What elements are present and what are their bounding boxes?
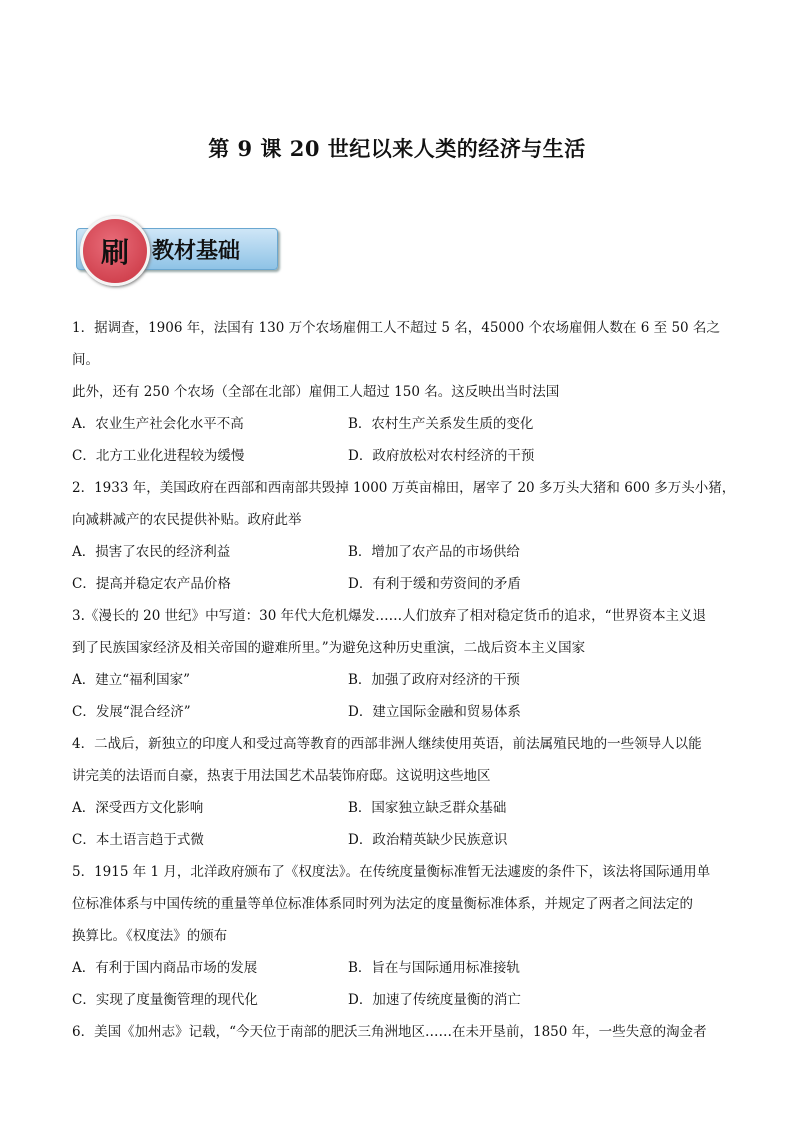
answer-option: D．建立国际金融和贸易体系: [348, 704, 521, 720]
answer-option: A．有利于国内商品市场的发展: [72, 960, 258, 976]
option-grid: [72, 408, 736, 472]
question-stem-line: 2．1933 年，美国政府在西部和西南部共毁掉 1000 万英亩棉田，屠宰了 20 多万头大猪和 600 多万头小猪，: [72, 480, 736, 496]
answer-option: C．北方工业化进程较为缓慢: [72, 448, 245, 464]
question-2: [72, 472, 736, 600]
banner-badge: 刷: [80, 216, 150, 286]
question-stem-line: 讲完美的法语而自豪，热衷于用法国艺术品装饰府邸。这说明这些地区: [72, 768, 491, 784]
option-grid: [72, 536, 736, 600]
option-grid: [72, 952, 736, 1016]
question-stem-line: 3.《漫长的 20 世纪》中写道：30 年代大危机爆发……人们放弃了相对稳定货币的追求，“世界资本主义退: [72, 608, 707, 624]
question-stem-line: 此外，还有 250 个农场（全部在北部）雇佣工人超过 150 名。这反映出当时法国: [72, 384, 560, 400]
question-1: [72, 312, 736, 472]
question-stem-line: 向减耕减产的农民提供补贴。政府此举: [72, 512, 302, 528]
option-grid: [72, 664, 736, 728]
question-stem-line: 5．1915 年 1 月，北洋政府颁布了《权度法》。在传统度量衡标准暂无法遽废的条件下，该法将国际通用单: [72, 864, 711, 880]
answer-option: B．农村生产关系发生质的变化: [348, 416, 534, 432]
question-stem-line: 到了民族国家经济及相关帝国的避难所里。”为避免这种历史重演，二战后资本主义国家: [72, 640, 586, 656]
question-6: [72, 1016, 736, 1048]
answer-option: D．加速了传统度量衡的消亡: [348, 992, 521, 1008]
question-4: [72, 728, 736, 856]
answer-option: C．提高并稳定农产品价格: [72, 576, 231, 592]
answer-option: B．旨在与国际通用标准接轨: [348, 960, 520, 976]
question-stem-line: 位标准体系与中国传统的重量等单位标准体系同时列为法定的度量衡标准体系，并规定了两者之间法定的: [72, 896, 693, 912]
question-stem-line: 换算比。《权度法》的颁布: [72, 928, 228, 944]
answer-option: A．农业生产社会化水平不高: [72, 416, 244, 432]
option-grid: [72, 792, 736, 856]
answer-option: A．深受西方文化影响: [72, 800, 204, 816]
answer-option: D．政府放松对农村经济的干预: [348, 448, 535, 464]
answer-option: D．政治精英缺少民族意识: [348, 832, 508, 848]
question-stem-line: 6．美国《加州志》记载，“今天位于南部的肥沃三角洲地区……在未开垦前，1850 年，一些失意的淘金者: [72, 1024, 707, 1040]
answer-option: B．国家独立缺乏群众基础: [348, 800, 507, 816]
question-5: [72, 856, 736, 1016]
answer-option: B．增加了农产品的市场供给: [348, 544, 520, 560]
section-banner: [76, 216, 278, 278]
question-list: [72, 312, 736, 1048]
question-3: [72, 600, 736, 728]
page-title: 第 9 课 20 世纪以来人类的经济与生活: [208, 136, 586, 161]
answer-option: C．发展“混合经济”: [72, 704, 191, 720]
answer-option: C．本土语言趋于式微: [72, 832, 204, 848]
question-stem-line: 4．二战后，新独立的印度人和受过高等教育的西部非洲人继续使用英语，前法属殖民地的一些领导人以能: [72, 736, 702, 752]
answer-option: C．实现了度量衡管理的现代化: [72, 992, 258, 1008]
question-stem-line: 1．据调查，1906 年，法国有 130 万个农场雇佣工人不超过 5 名，45000 个农场雇佣人数在 6 至 50 名之间。: [72, 320, 720, 368]
answer-option: A．建立“福利国家”: [72, 672, 191, 688]
answer-option: B．加强了政府对经济的干预: [348, 672, 520, 688]
answer-option: A．损害了农民的经济利益: [72, 544, 231, 560]
answer-option: D．有利于缓和劳资间的矛盾: [348, 576, 521, 592]
banner-label: 教材基础: [152, 238, 241, 264]
